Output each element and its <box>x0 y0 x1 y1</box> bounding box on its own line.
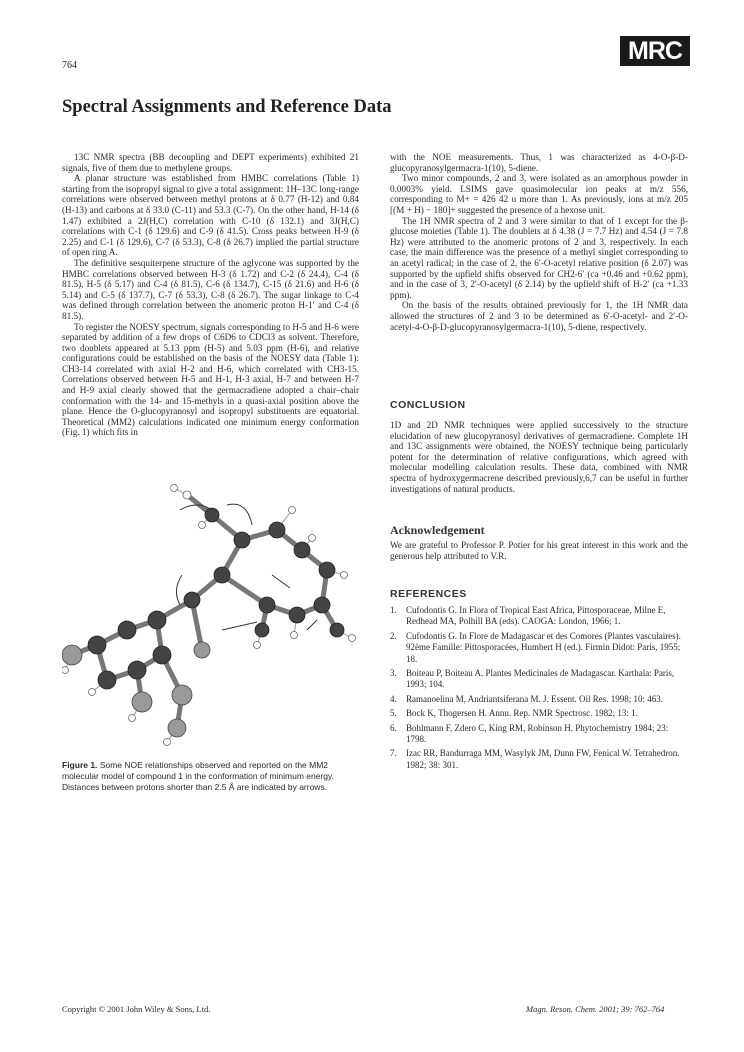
journal-logo: MRC <box>620 36 690 66</box>
paragraph: The 1H NMR spectra of 2 and 3 were similar to that of 1 except for the β-glucose moieties (Table 1). The doublets at δ 4.38 (J = 7.7 Hz) and 4.54 (J = 7.8 Hz) were attributed to the anomeric protons of 2 and 3, respectively. In each case, the main difference was the presence of a methyl singlet corresponding to an acetyl radical; in the case of 2, the 6′-O-acetyl relative position (δ 2.07) was supported by the upfield shifts observed for CH2-6′ (ca +0.46 and +0.62 ppm), and in the case of 3, 2′-O-acetyl (δ 2.14) by the upfield shift of H-2′ (ca +1.33 ppm). <box>390 215 688 300</box>
paragraph: To register the NOESY spectrum, signals corresponding to H-5 and H-6 were separated by addition of a few drops of C6D6 to CDCl3 as solvent. Therefore, two doublets appeared at 5.13 ppm (H-5) and 5.03 ppm (H-6), and relative configurations could be established on the basis of the NOESY data (Table 1): CH3-14 correlated with axial H-2 and H-6, which correlated with CH3-15. Correlations observed between H-5 and H-1, H-3 axial, H-7 and between H-7 and H-9 axial clearly showed that the germacradiene adopted a chair–chair conformation with the 14- and 15-methyls in a quasi-axial position above the plane. Hence the O-glucopyranosyl and isopropyl substituents are equatorial. Theoretical (MM2) calculations indicated one minimum energy conformation (Fig. 1) which fits in <box>62 321 359 438</box>
paragraph: 13C NMR spectra (BB decoupling and DEPT experiments) exhibited 21 signals, five of them due to methylene groups. <box>62 152 359 173</box>
section-title: Spectral Assignments and Reference Data <box>62 97 392 117</box>
figure-label: Figure 1. <box>62 760 98 770</box>
reference-item: 2. Cufodontis G. In Flore de Madagascar et des Comores (Plantes vasculaires). 92ème Famille: Pittosporacées, Humbert H (ed.). Firmin Didot: Paris, 1955; 18. <box>390 630 681 664</box>
references-heading: REFERENCES <box>390 588 467 600</box>
figure-caption <box>62 760 362 793</box>
carbon-atoms <box>88 508 344 689</box>
paragraph: Two minor compounds, 2 and 3, were isolated as an amorphous powder in 0.0003% yield. LSIMS gave quasimolecular ion peaks at m/z 556, corresponding to M+ = 426 42 u more than 1. As previously, ions at m/z 205 [(M + H) − 180]+ suggested the presence of a hexose unit. <box>390 173 688 215</box>
page-number: 764 <box>62 60 77 71</box>
hydrogen-bonds <box>65 488 352 742</box>
reference-list <box>390 605 690 774</box>
reference-item: 7. Izac RR, Bandurraga MM, Wasylyk JM, Dunn FW, Fenical W. Tetrahedron. 1982; 38: 301. <box>390 748 680 770</box>
reference-item: 5. Bock K, Thogersen H. Annu. Rep. NMR Spectrosc. 1982; 13: 1. <box>390 708 638 719</box>
left-column <box>62 152 359 438</box>
oxygen-atoms <box>62 642 210 737</box>
reference-item: 3. Boiteau P, Boiteau A. Plantes Medicinales de Madagascar. Karthala: Paris, 1993; 104. <box>390 668 675 690</box>
paragraph: The definitive sesquiterpene structure of the aglycone was supported by the HMBC correlations observed between H-3 (δ 1.72) and C-2 (δ 24.4), C-4 (δ 81.5), H-5 (δ 5.17) and C-4 (δ 81.5), C-6 (δ 134.7), C-15 (δ 21.6) and H-6 (δ 5.14) and C-5 (δ 137.7), C-7 (δ 53.3), C-8 (δ 26.7). The sugar linkage to C-4 was defined through correlation between the anomeric proton H-1′ and C-4 (δ 81.5). <box>62 257 359 321</box>
reference-item: 6. Bohlmann F, Zdero C, King RM, Robinson H. Phytochemistry 1984; 23: 1798. <box>390 722 669 745</box>
conclusion-heading: CONCLUSION <box>390 399 466 411</box>
molecular-model-figure <box>62 480 362 750</box>
citation-footer: Magn. Reson. Chem. 2001; 39: 762–764 <box>526 1004 665 1014</box>
reference-item: 4. Ramanoelina M, Andriantsiferana M. J. Essent. Oil Res. 1998; 10: 463. <box>390 693 663 704</box>
acknowledgement-heading: Acknowledgement <box>390 523 485 537</box>
paragraph: with the NOE measurements. Thus, 1 was characterized as 4-O-β-D-glucopyranosylgermacra-1(10), 5-diene. <box>390 152 688 173</box>
hydrogen-atoms <box>62 485 356 746</box>
paragraph: A planar structure was established from HMBC correlations (Table 1) starting from the isopropyl signal to give a total assignment: 1H–13C long-range correlations were observed between methyl protons at δ 0.77 (H-12) and 0.84 (H-13) and carbons at δ 33.0 (C-11) and 53.3 (C-7). On the other hand, H-14 (δ 1.47) exhibited a 2J(H,C) correlation with C-10 (δ 132.1) and 3J(H,C) correlations with C-1 (δ 129.6) and C-9 (δ 41.5). Cross peaks between H-9 (δ 2.25) and C-1 (δ 129.6), C-7 (δ 53.3), C-8 (δ 26.7) implied the partial structure of open ring A. <box>62 173 359 258</box>
acknowledgement-text: We are grateful to Professor P. Potier for his great interest in this work and the generous help attributed to V.R. <box>390 540 688 561</box>
conclusion-text: 1D and 2D NMR techniques were applied successively to the structure elucidation of new glucopyranosyl derivatives of germacradiene. Complete 1H and 13C assignments were obtained, the NOESY technique being particularly potent for the determination of relative configurations, which agreed with molecular modelling calculation results. These data, combined with NMR spectra of hydroxygermacrene described previously,6,7 can be useful in further investigations of natural products. <box>390 420 688 494</box>
right-column <box>390 152 688 332</box>
reference-item: 1. Cufodontis G. In Flora of Tropical East Africa, Pittosporaceae, Milne E, Redhead MA, Polhill BA (eds). CAOGA: London, 1966; 1. <box>390 605 666 627</box>
figure-caption-text: Some NOE relationships observed and reported on the MM2 molecular model of compound 1 in the conformation of minimum energy. Distances between protons shorter than 2.5 Å are indicated by arrows. <box>62 760 334 792</box>
copyright-footer: Copyright © 2001 John Wiley & Sons, Ltd. <box>62 1004 211 1014</box>
paragraph: On the basis of the results obtained previously for 1, the 1H NMR data allowed the structures of 2 and 3 to be determined as 6′-O-acetyl- and 2′-O-acetyl-4-O-β-D-glucopyranosylgermacra-1(10), 5-diene, respectively. <box>390 300 688 332</box>
